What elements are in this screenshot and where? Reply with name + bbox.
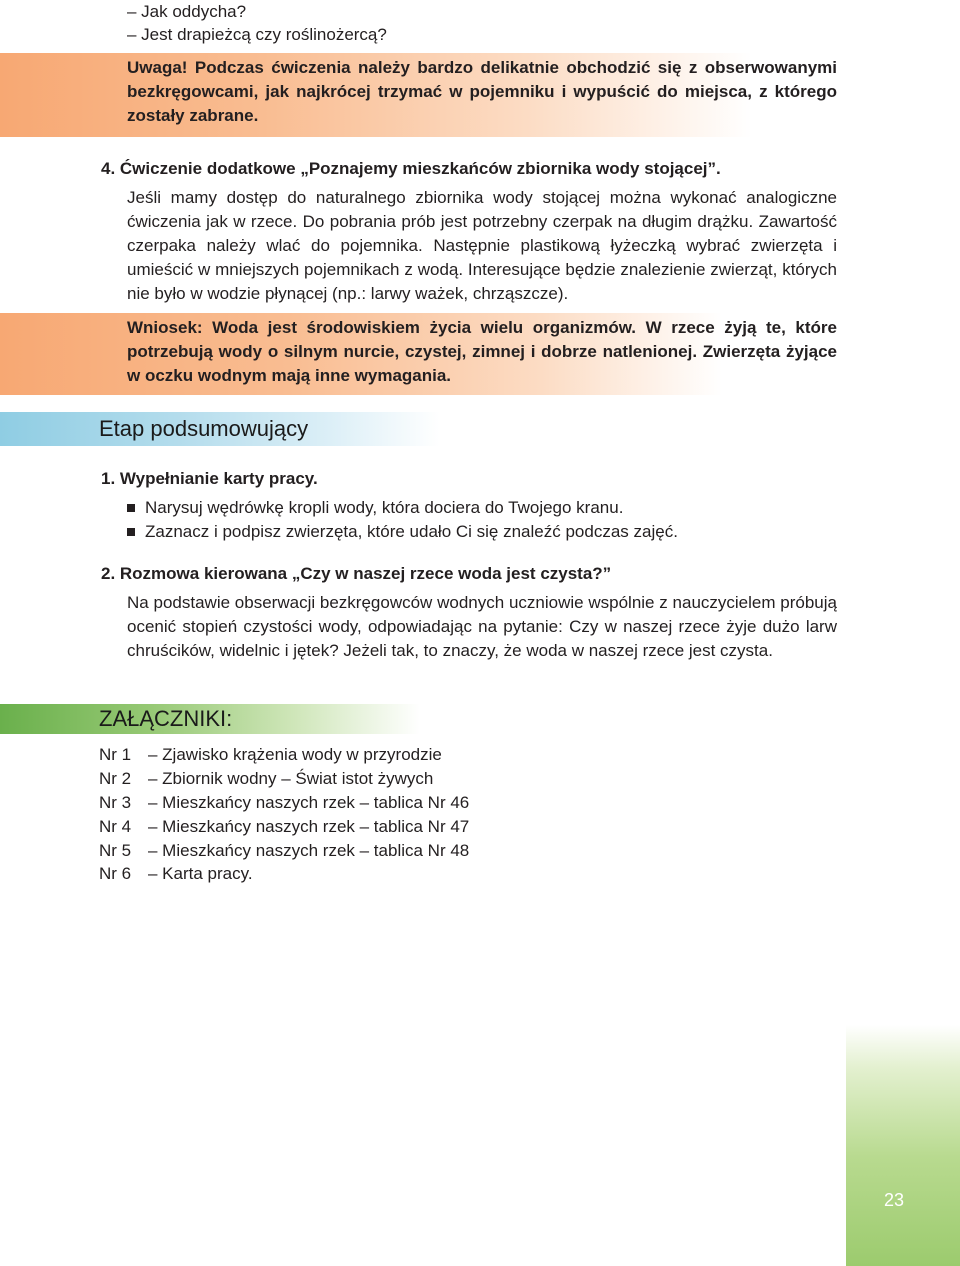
attachment-text: – Karta pracy. — [148, 864, 253, 883]
warning-label: Uwaga! — [127, 58, 188, 77]
attachment-number: Nr 1 — [99, 745, 132, 764]
attachment-number: Nr 4 — [99, 817, 132, 836]
stage-title: Etap podsumowujący — [99, 416, 309, 441]
attachment-text: – Mieszkańcy naszych rzek – tablica Nr 46 — [148, 793, 470, 812]
attachment-number: Nr 3 — [99, 793, 132, 812]
bullet-text: Zaznacz i podpisz zwierzęta, które udało Ci się znaleźć podczas zajęć. — [145, 522, 678, 541]
attachment-text: – Mieszkańcy naszych rzek – tablica Nr 47 — [148, 817, 470, 836]
list-item — [127, 520, 678, 544]
exercise-4-heading: 4. Ćwiczenie dodatkowe „Poznajemy mieszkańców zbiornika wody stojącej”. — [101, 159, 721, 178]
attachment-text: – Mieszkańcy naszych rzek – tablica Nr 48 — [148, 841, 470, 860]
square-bullet-icon — [127, 504, 135, 512]
attachments-title: ZAŁĄCZNIKI: — [99, 706, 233, 731]
attachment-number: Nr 5 — [99, 841, 132, 860]
attachment-text: – Zjawisko krążenia wody w przyrodzie — [148, 745, 442, 764]
question-line: – Jak oddycha? — [127, 2, 247, 21]
warning-note — [127, 56, 837, 128]
attachment-number: Nr 6 — [99, 864, 132, 883]
attachment-number: Nr 2 — [99, 769, 132, 788]
exercise-4-body: Jeśli mamy dostęp do naturalnego zbiornika wody stojącej można wykonać analogiczne ćwiczenia jak w rzece. Do pobrania prób jest potrzebny czerpak na długim drążku. Zawartość czerpaka należy wlać do pojemnika. Następnie plastikową łyżeczką wybrać zwierzęta i umieścić w mniejszych pojemnikach z wodą. Interesujące będzie znalezienie zwierząt, których nie było w wodzie płynącej (np.: larwy ważek, chrząszcze). — [127, 188, 837, 303]
page-number-strip — [846, 1025, 960, 1266]
attachment-text: – Zbiornik wodny – Świat istot żywych — [148, 769, 434, 788]
bullet-text: Narysuj wędrówkę kropli wody, która dociera do Twojego kranu. — [145, 498, 624, 517]
task-1-heading: 1. Wypełnianie karty pracy. — [101, 469, 318, 488]
conclusion-text: Wniosek: Woda jest środowiskiem życia wielu organizmów. W rzece żyją te, które potrzebują wody o silnym nurcie, czystej, zimnej i dobrze natlenionej. Zwierzęta żyjące w oczku wodnym mają inne wymagania. — [127, 318, 837, 385]
task-2-body: Na podstawie obserwacji bezkręgowców wodnych uczniowie wspólnie z nauczycielem próbują ocenić stopień czystości wody, odpowiadając na pytanie: Czy w naszej rzece żyje dużo larw chruścików, widelnic i jętek? Jeżeli tak, to znaczy, że woda w naszej rzece jest czysta. — [127, 593, 837, 660]
warning-body: Podczas ćwiczenia należy bardzo delikatnie obchodzić się z obserwowanymi bezkręgowcami, jak najkrócej trzymać w pojemniku i wypuścić do miejsca, z którego zostały zabrane. — [127, 58, 837, 125]
square-bullet-icon — [127, 528, 135, 536]
list-item — [127, 496, 623, 520]
task-2-heading: 2. Rozmowa kierowana „Czy w naszej rzece woda jest czysta?” — [101, 564, 612, 583]
question-line: – Jest drapieżcą czy roślinożercą? — [127, 25, 387, 44]
page-number: 23 — [883, 1190, 905, 1210]
